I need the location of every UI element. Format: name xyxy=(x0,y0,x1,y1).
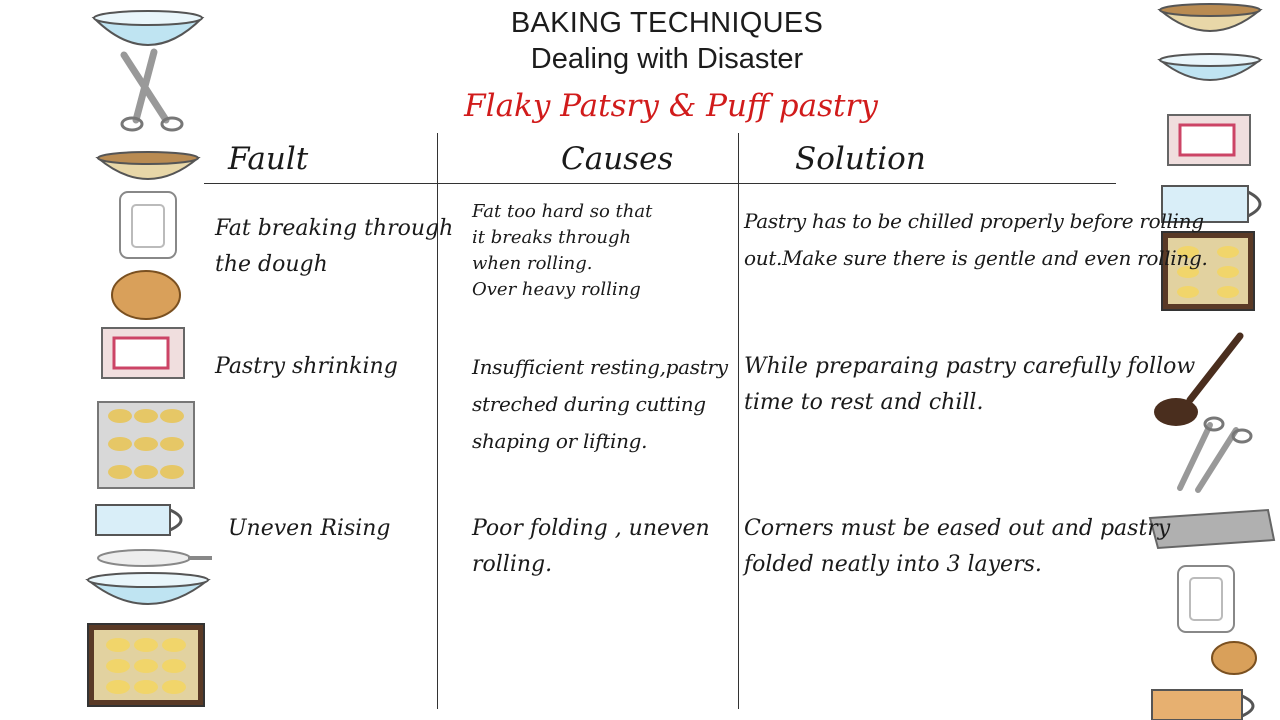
text-line: Fat too hard so that xyxy=(472,201,653,222)
row2-fault xyxy=(215,349,398,385)
text-line: Fat breaking through xyxy=(215,216,454,241)
text-line: the dough xyxy=(215,252,328,277)
baking-tray-icon xyxy=(88,624,204,706)
text-line: it breaks through xyxy=(472,227,632,248)
measuring-cup-icon xyxy=(96,505,181,535)
bowl-icon xyxy=(88,573,208,604)
text-line: streched during cutting xyxy=(472,392,706,416)
text-line: out.Make sure there is gentle and even rolling. xyxy=(744,246,1208,270)
oven-icon xyxy=(102,328,184,378)
egg-icon xyxy=(112,271,180,319)
column-header-causes: Causes xyxy=(561,141,674,177)
row2-causes xyxy=(472,349,728,460)
text-line: folded neatly into 3 layers. xyxy=(744,552,1042,577)
text-line: Pastry shrinking xyxy=(215,354,398,379)
scissors-icon xyxy=(1180,418,1251,490)
row1-solution xyxy=(744,203,1208,277)
page-subtitle: Dealing with Disaster xyxy=(530,43,804,75)
page-title: BAKING TECHNIQUES xyxy=(510,7,824,39)
column-header-solution: Solution xyxy=(795,141,926,177)
flour-jar-icon xyxy=(120,192,176,258)
row2-solution xyxy=(744,349,1195,421)
text-line: rolling. xyxy=(472,552,553,577)
text-line: Uneven Rising xyxy=(228,516,391,541)
text-line: Pastry has to be chilled properly before rolling xyxy=(744,209,1204,233)
row3-solution xyxy=(744,511,1170,583)
muffin-tray-icon xyxy=(98,402,194,488)
jug-icon xyxy=(1152,690,1253,720)
egg-icon xyxy=(1212,642,1256,674)
mixing-bowl-icon xyxy=(98,152,198,179)
text-line: Corners must be eased out and pastry xyxy=(744,516,1171,541)
row1-causes xyxy=(472,199,652,303)
saucepan-icon xyxy=(98,550,212,566)
text-line: time to rest and chill. xyxy=(744,390,984,415)
row3-fault xyxy=(228,511,391,547)
header-divider xyxy=(204,183,1116,184)
text-line: shaping or lifting. xyxy=(472,429,648,453)
text-line: Over heavy rolling xyxy=(472,279,641,300)
text-line: Poor folding , uneven xyxy=(472,516,710,541)
flour-jar-icon xyxy=(1178,566,1234,632)
column-header-fault: Fault xyxy=(228,141,309,177)
text-line: Insufficient resting,pastry xyxy=(472,355,728,379)
column-divider-2 xyxy=(738,133,739,709)
text-line: While preparaing pastry carefully follow xyxy=(744,354,1196,379)
row1-fault xyxy=(215,211,453,283)
text-line: when rolling. xyxy=(472,253,593,274)
row3-causes xyxy=(472,511,710,583)
topic-heading: Flaky Patsry & Puff pastry xyxy=(464,88,878,124)
